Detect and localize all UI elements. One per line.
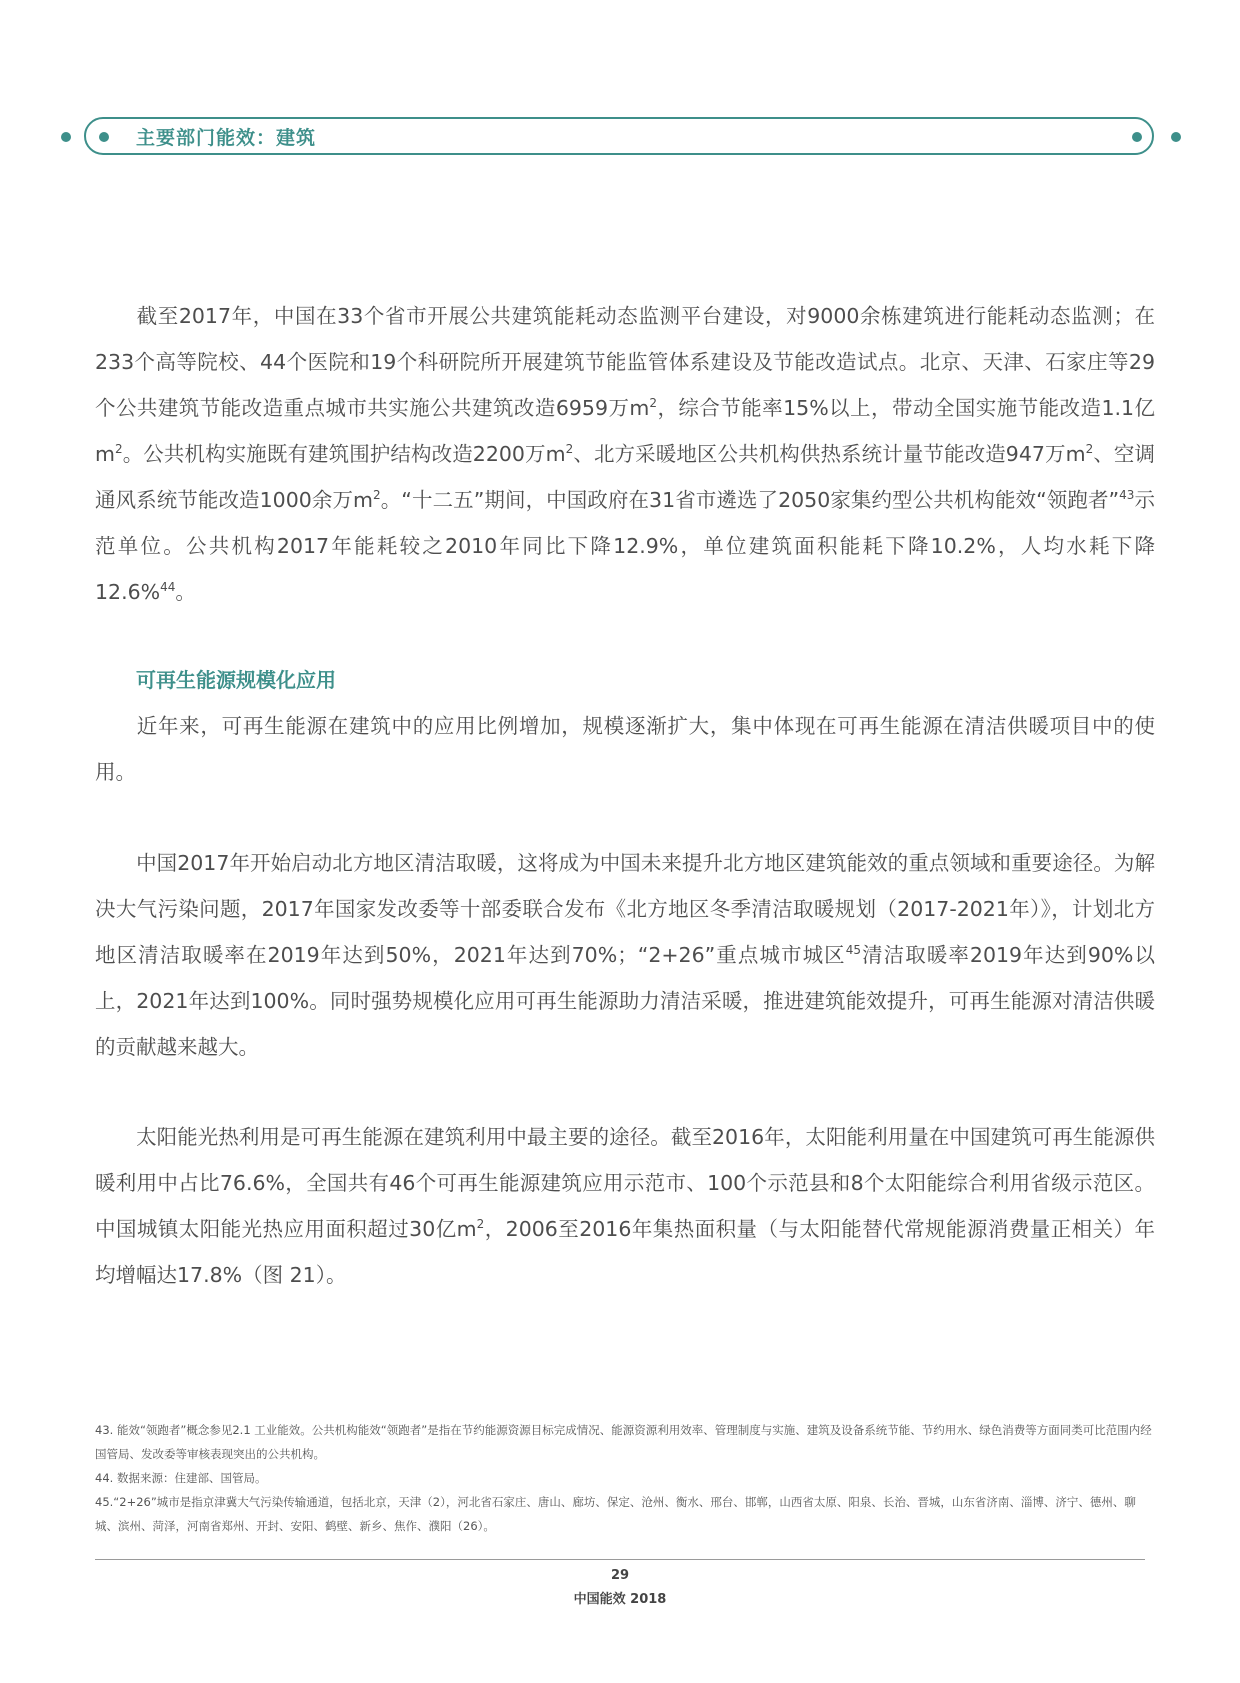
footnote-43: 43. 能效“领跑者”概念参见2.1 工业能效。公共机构能效“领跑者”是指在节约能源资源目标完成情况、能源资源利用效率、管理制度与实施、建筑及设备系统节能、节约用水、绿色消费等方面同类可比范围内经国管局、发改委等审核表现突出的公共机构。 — [95, 1423, 1152, 1461]
p1-text-6: 。“十二五”期间，中国政府在31省市遴选了2050家集约型公共机构能效“领跑者” — [380, 488, 1120, 512]
header-outer-left-dot — [61, 132, 71, 142]
p1-superscript-3: 2 — [565, 442, 574, 456]
p1-text-7: 示范单位。公共机构2017年能耗较之2010年同比下降12.9%，单位建筑面积能耗下降10.2%，人均水耗下降12.6% — [95, 488, 1156, 604]
footnotes — [95, 1418, 1155, 1538]
p1-text-5: 、空调通风系统节能改造1000余万m — [95, 442, 1156, 512]
header-outer-right-dot — [1171, 132, 1181, 142]
footnote-45: 45.“2+26”城市是指京津冀大气污染传输通道，包括北京，天津（2），河北省石家庄、唐山、廊坊、保定、沧州、衡水、邢台、邯郸，山西省太原、阳泉、长治、晋城，山东省济南、淄博、济宁、德州、聊城、滨州、菏泽，河南省郑州、开封、安阳、鹤壁、新乡、焦作、濮阳（26）。 — [95, 1495, 1136, 1533]
paragraph-solar-thermal — [95, 1114, 1155, 1298]
p1-superscript-4: 2 — [1085, 442, 1094, 456]
section-heading-renewables: 可再生能源规模化应用 — [136, 668, 336, 692]
p4-text-2: ，2006至2016年集热面积量（与太阳能替代常规能源消费量正相关）年均增幅达17.8%（图 21）。 — [95, 1217, 1156, 1287]
paragraph-renewables-intro — [95, 703, 1155, 795]
p1-text-8: 。 — [175, 580, 196, 604]
p1-text-1: 截至2017年，中国在33个省市开展公共建筑能耗动态监测平台建设，对9000余栋建筑进行能耗动态监测；在233个高等院校、44个医院和19个科研院所开展建筑节能监管体系建设及节能改造试点。北京、天津、石家庄等29个公共建筑节能改造重点城市共实施公共建筑改造6959万m — [95, 304, 1155, 420]
page-number: 29 — [610, 1568, 630, 1583]
p3-text-2: 清洁取暖率2019年达到90%以上，2021年达到100%。同时强势规模化应用可再生能源助力清洁采暖，推进建筑能效提升，可再生能源对清洁供暖的贡献越来越大。 — [95, 943, 1155, 1059]
footnote-ref-44: 44 — [160, 580, 176, 594]
p1-text-4: 、北方采暖地区公共机构供热系统计量节能改造947万m — [573, 442, 1086, 466]
footnote-ref-43: 43 — [1119, 488, 1135, 502]
p1-text-2: ，综合节能率15%以上，带动全国实施节能改造1.1亿m — [95, 396, 1155, 466]
p4-superscript-1: 2 — [476, 1217, 485, 1231]
paragraph-public-buildings — [95, 293, 1155, 615]
footnote-44: 44. 数据来源：住建部、国管局。 — [95, 1471, 267, 1485]
p1-superscript-1: 2 — [649, 396, 657, 410]
section-header-title: 主要部门能效：建筑 — [136, 127, 317, 149]
p1-superscript-2: 2 — [114, 442, 123, 456]
p2-text: 近年来，可再生能源在建筑中的应用比例增加，规模逐渐扩大，集中体现在可再生能源在清洁供暖项目中的使用。 — [95, 714, 1155, 784]
p1-text-3: 。公共机构实施既有建筑围护结构改造2200万m — [122, 442, 566, 466]
p4-text-1: 太阳能光热利用是可再生能源在建筑利用中最主要的途径。截至2016年，太阳能利用量在中国建筑可再生能源供暖利用中占比76.6%，全国共有46个可再生能源建筑应用示范市、100个示范县和8个太阳能综合利用省级示范区。中国城镇太阳能光热应用面积超过30亿m — [95, 1125, 1155, 1241]
p1-superscript-5: 2 — [373, 488, 381, 502]
publication-title: 中国能效 2018 — [573, 1592, 667, 1607]
header-inner-left-dot — [99, 132, 109, 142]
footnote-ref-45: 45 — [845, 943, 861, 957]
footer-divider — [95, 1559, 1145, 1560]
p3-text-1: 中国2017年开始启动北方地区清洁取暖，这将成为中国未来提升北方地区建筑能效的重点领域和重要途径。为解决大气污染问题，2017年国家发改委等十部委联合发布《北方地区冬季清洁取暖规划（2017-2021年）》，计划北方地区清洁取暖率在2019年达到50%，2021年达到70%；“2+26”重点城市城区 — [95, 851, 1155, 967]
header-inner-right-dot — [1132, 132, 1142, 142]
paragraph-clean-heating — [95, 840, 1155, 1070]
